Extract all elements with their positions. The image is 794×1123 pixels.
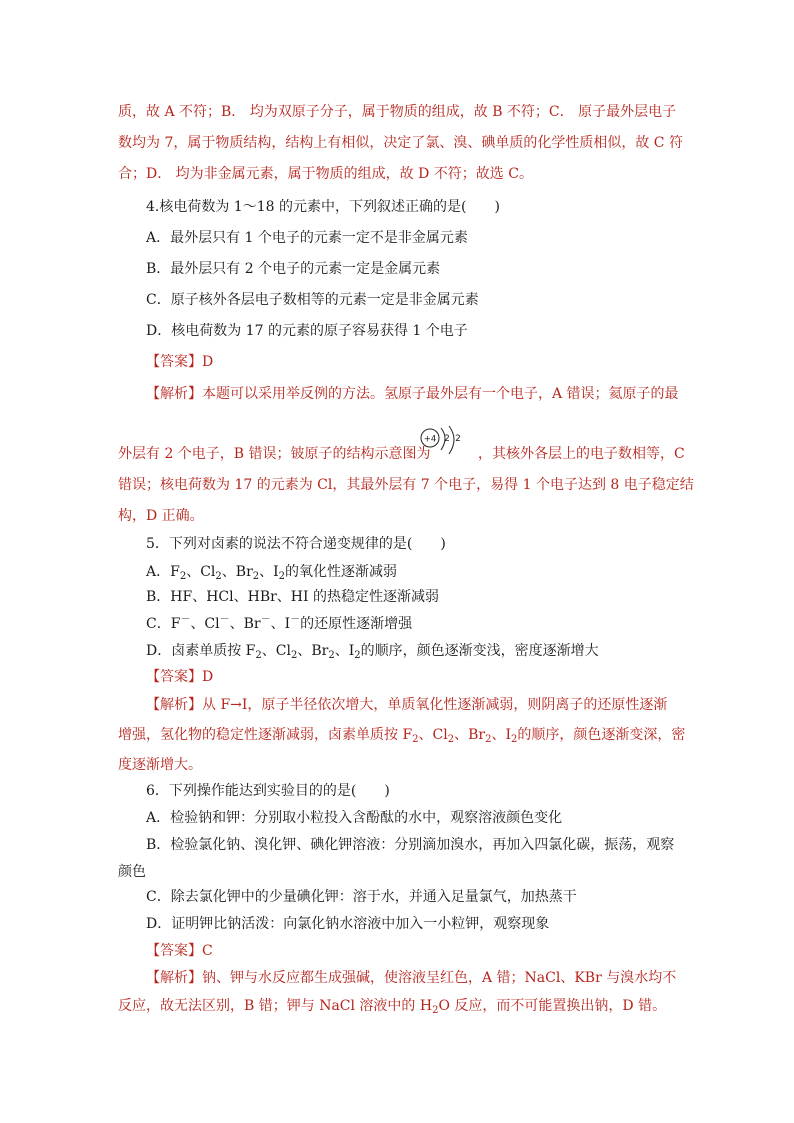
shell-2-electron-count: 2 [455, 434, 461, 444]
question-5-option-d: D．卤素单质按 $F_2$、$Cl_2$、$Br_2$、$I_2$的顺序，颜色逐渐变浅，密度逐渐增大 [146, 643, 599, 661]
question-6-option-b: B．检验氯化钠、溴化钾、碘化钾溶液：分别滴加溴水，再加入四氯化碳，振荡，观察 [146, 837, 675, 853]
question-4-stem: 4.核电荷数为 1～18 的元素中，下列叙述正确的是( ) [146, 199, 500, 215]
question-5-option-c: C．F－、Cl－、Br－、I－的还原性逐渐增强 [146, 614, 413, 632]
question-4-option-d: D．核电荷数为 17 的元素的原子容易获得 1 个电子 [146, 323, 468, 339]
question-4-analysis-line-4: 构，D 正确。 [118, 508, 204, 524]
question-6-analysis-line-1: 【解析】钠、钾与水反应都生成强碱，使溶液呈红色，A 错；NaCl、KBr 与溴水均不 [146, 970, 677, 986]
question-5-answer: 【答案】D [146, 669, 214, 685]
nucleus-charge: +4 [423, 434, 437, 445]
analysis-label: 【解析】 [146, 386, 202, 402]
prev-explanation-line: 合；D． 均为非金属元素，属于物质的组成，故 D 不符；故选 C。 [118, 166, 533, 182]
question-5-stem: 5．下列对卤素的说法不符合递变规律的是( ) [146, 536, 446, 552]
question-6-option-a: A．检验钠和钾：分别取小粒投入含酚酞的水中，观察溶液颜色变化 [146, 810, 563, 826]
prev-explanation-line: 质，故 A 不符；B． 均为双原子分子，属于物质的组成，故 B 不符；C． 原子最外层电子 [118, 104, 677, 120]
beryllium-atom-structure-diagram [419, 424, 473, 462]
question-4-analysis-line-3: 错误；核电荷数为 17 的元素为 Cl，其最外层有 7 个电子，易得 1 个电子达到 8 电子稳定结 [118, 477, 694, 493]
question-5-analysis-line-2: 增强，氢化物的稳定性逐渐减弱，卤素单质按 $F_2$、$Cl_2$、$Br_2$、$I_2$的顺序，颜色逐渐变深，密 [118, 727, 686, 745]
question-6-answer: 【答案】C [146, 943, 213, 959]
question-6-analysis-line-2: 反应，故无法区别，B 错；钾与 NaCl 溶液中的 $H_2O$ 反应，而不可能置换出钠，D 错。 [118, 998, 667, 1016]
question-5-analysis-line-3: 度逐渐增大。 [118, 757, 202, 773]
question-6-option-b-cont: 颜色 [118, 864, 146, 880]
question-4-answer: 【答案】D [146, 354, 214, 370]
question-6-option-d: D．证明钾比钠活泼：向氯化钠水溶液中加入一小粒钾，观察现象 [146, 916, 550, 932]
question-5-option-b: B．HF、HCl、HBr、HI 的热稳定性逐渐减弱 [146, 589, 439, 605]
question-4-analysis-line [146, 384, 679, 404]
question-5-analysis-line-1: 【解析】从 F→I，原子半径依次增大，单质氧化性逐渐减弱，则阴离子的还原性逐渐 [146, 697, 668, 713]
prev-explanation-line: 数均为 7，属于物质结构，结构上有相似，决定了氯、溴、碘单质的化学性质相似，故 C 符 [118, 135, 683, 151]
question-4-option-b: B．最外层只有 2 个电子的元素一定是金属元素 [146, 261, 441, 277]
question-6-stem: 6．下列操作能达到实验目的的是( ) [146, 783, 390, 799]
analysis-text: 本题可以采用举反例的方法。氢原子最外层有一个电子，A 错误；氦原子的最 [202, 386, 679, 402]
question-4-analysis-line-2a: 外层有 2 个电子，B 错误；铍原子的结构示意图为 [118, 446, 431, 462]
question-6-option-c: C．除去氯化钾中的少量碘化钾：溶于水，并通入足量氯气，加热蒸干 [146, 889, 577, 905]
shell-1-electron-count: 2 [444, 434, 450, 444]
question-4-analysis-line-2b: ，其核外各层上的电子数相等，C [478, 446, 685, 462]
question-4-option-c: C．原子核外各层电子数相等的元素一定是非金属元素 [146, 292, 479, 308]
question-4-option-a: A．最外层只有 1 个电子的元素一定不是非金属元素 [146, 230, 468, 246]
question-5-option-a: A．$F_2$、$Cl_2$、$Br_2$、$I_2$的氧化性逐渐减弱 [146, 564, 398, 582]
